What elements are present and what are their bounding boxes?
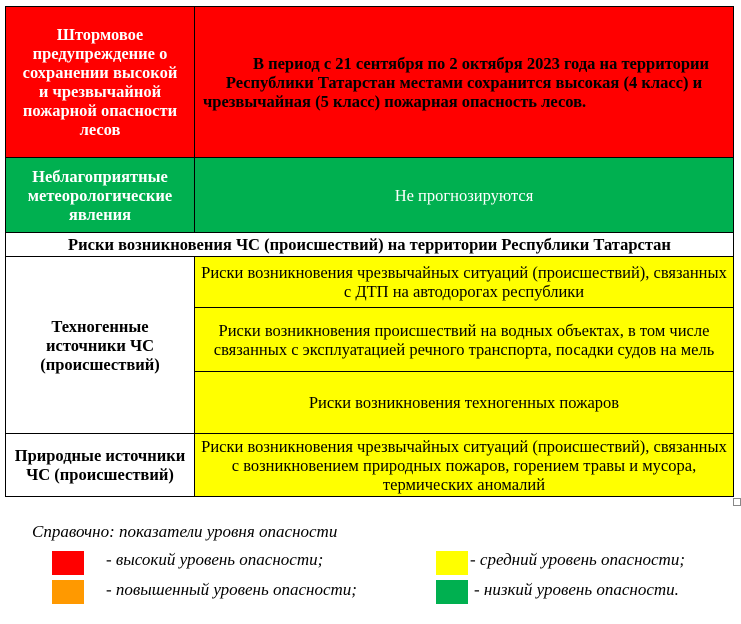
risks-header-row — [6, 233, 734, 257]
legend-label-elevated: - повышенный уровень опасности; — [106, 580, 357, 599]
storm-warning-text: В период с 21 сентября по 2 октября 2023 года на территории Республики Татарстан местами сохранится высокая (4 класс) и чрезвычайная (5 класс) пожарная опасность лесов. — [195, 7, 734, 158]
legend-label-low: - низкий уровень опасности. — [474, 580, 679, 599]
forecast-table — [5, 6, 734, 497]
legend-swatch-elevated — [52, 580, 84, 604]
legend-label-medium: - средний уровень опасности; — [470, 550, 685, 569]
legend-swatch-low — [436, 580, 468, 604]
legend-swatch-high — [52, 551, 84, 575]
natural-risk: Риски возникновения чрезвычайных ситуаций (происшествий), связанных с возникновением природных пожаров, горением травы и мусора, термических аномалий — [195, 434, 734, 497]
natural-row — [6, 434, 734, 497]
table-resize-handle[interactable] — [733, 498, 741, 506]
natural-title: Природные источники ЧС (происшествий) — [6, 434, 195, 497]
storm-row — [6, 7, 734, 158]
technogenic-row-1 — [6, 257, 734, 308]
legend-title: Справочно: показатели уровня опасности — [32, 522, 338, 541]
weather-row — [6, 158, 734, 233]
storm-warning-title: Штормовое предупреждение о сохранении высокой и чрезвычайной пожарной опасности лесов — [6, 7, 195, 158]
technogenic-title: Техногенные источники ЧС (происшествий) — [6, 257, 195, 434]
technogenic-risk-2: Риски возникновения происшествий на водных объектах, в том числе связанных с эксплуатацией речного транспорта, посадки судов на мель — [195, 308, 734, 372]
weather-phenomena-text: Не прогнозируются — [195, 158, 734, 233]
technogenic-risk-3: Риски возникновения техногенных пожаров — [195, 372, 734, 434]
legend-swatch-medium — [436, 551, 468, 575]
weather-phenomena-title: Неблагоприятные метеорологические явления — [6, 158, 195, 233]
legend-label-high: - высокий уровень опасности; — [106, 550, 324, 569]
technogenic-risk-1: Риски возникновения чрезвычайных ситуаций (происшествий), связанных с ДТП на автодорогах республики — [195, 257, 734, 308]
risks-header: Риски возникновения ЧС (происшествий) на территории Республики Татарстан — [6, 233, 734, 257]
